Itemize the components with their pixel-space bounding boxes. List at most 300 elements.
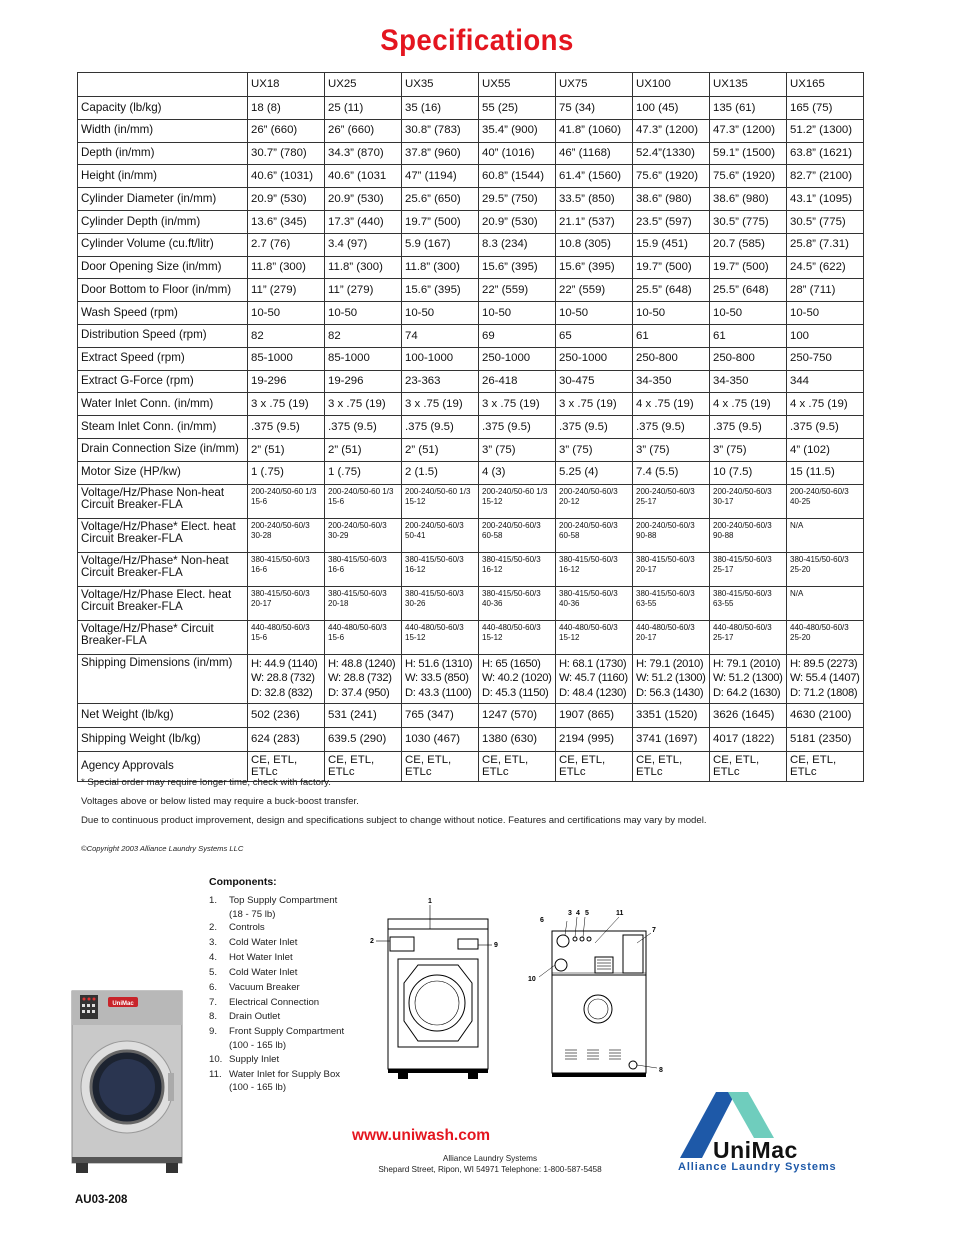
cell-line: W: 33.5 (850) — [405, 672, 469, 685]
cell-line: 63-55 — [713, 599, 734, 609]
table-row — [78, 484, 864, 518]
table-cell: 3 x .75 (19) — [248, 393, 325, 416]
callout-3: 3 — [568, 910, 572, 917]
table-cell: 5.25 (4) — [556, 461, 633, 484]
row-label: Cylinder Diameter (in/mm) — [78, 188, 248, 211]
table-cell: 30-475 — [556, 370, 633, 393]
table-cell: 11” (279) — [248, 279, 325, 302]
table-cell: 135 (61) — [710, 97, 787, 120]
cell-line: 380-415/50-60/3 — [713, 554, 772, 564]
cell-line: 440-480/50-60/3 — [328, 622, 387, 632]
table-cell: .375 (9.5) — [479, 416, 556, 439]
table-cell — [556, 484, 633, 518]
company-address — [300, 1153, 680, 1176]
cell-line: 380-415/50-60/3 — [328, 588, 387, 598]
table-row — [78, 233, 864, 256]
copyright: ©Copyright 2003 Alliance Laundry Systems LLC — [81, 844, 244, 853]
component-number: 1. — [209, 895, 218, 906]
table-cell: 4 x .75 (19) — [710, 393, 787, 416]
table-cell: 33.5” (850) — [556, 188, 633, 211]
header-corner — [78, 73, 248, 97]
components-list — [209, 894, 344, 1095]
table-cell: 21.1” (537) — [556, 210, 633, 233]
table-cell: 52.4”(1330) — [633, 142, 710, 165]
table-cell: 15 (11.5) — [787, 461, 864, 484]
table-cell: 100 — [787, 324, 864, 347]
table-cell: 250-1000 — [479, 347, 556, 370]
table-cell: 29.5” (750) — [479, 188, 556, 211]
table-cell: 75.6” (1920) — [710, 165, 787, 188]
table-cell — [633, 484, 710, 518]
table-cell: 82.7” (2100) — [787, 165, 864, 188]
table-cell: 69 — [479, 324, 556, 347]
cell-line: 380-415/50-60/3 — [790, 554, 849, 564]
table-cell: 3741 (1697) — [633, 727, 710, 751]
cell-line: 200-240/50-60/3 — [559, 486, 618, 496]
cell-line: D: 56.3 (1430) — [636, 686, 704, 699]
cell-line: 15-12 — [482, 633, 503, 643]
table-cell — [787, 586, 864, 620]
table-cell: 38.6” (980) — [710, 188, 787, 211]
table-cell: 2” (51) — [402, 438, 479, 461]
cell-line: 380-415/50-60/3 — [251, 588, 310, 598]
table-cell: 22” (559) — [556, 279, 633, 302]
cell-line: 40-25 — [790, 497, 811, 507]
table-cell: 4 x .75 (19) — [787, 393, 864, 416]
cell-line: 440-480/50-60/3 — [636, 622, 695, 632]
component-number: 10. — [209, 1053, 223, 1065]
table-cell — [787, 552, 864, 586]
cell-line: 30-17 — [713, 497, 734, 507]
document-id: AU03-208 — [75, 1194, 128, 1206]
cell-line: 200-240/50-60/3 — [251, 520, 310, 530]
row-label: Steam Inlet Conn. (in/mm) — [78, 416, 248, 439]
cell-line: D: 71.2 (1808) — [790, 686, 858, 699]
table-cell: 37.8” (960) — [402, 142, 479, 165]
table-cell: 10-50 — [325, 302, 402, 325]
front-view-diagram — [368, 895, 508, 1090]
table-cell: 10-50 — [633, 302, 710, 325]
cell-line: 16-6 — [251, 565, 268, 575]
address-street-phone: Shepard Street, Ripon, WI 54971 Telephone: 1-800-587-5458 — [378, 1165, 602, 1175]
component-sublabel: (100 - 165 lb) — [229, 1040, 287, 1052]
table-row — [78, 142, 864, 165]
table-cell: 1907 (865) — [556, 703, 633, 727]
table-cell: 19.7” (500) — [633, 256, 710, 279]
table-cell: 3 x .75 (19) — [556, 393, 633, 416]
table-row — [78, 119, 864, 142]
table-cell — [479, 620, 556, 654]
table-cell: 10-50 — [787, 302, 864, 325]
table-cell: .375 (9.5) — [402, 416, 479, 439]
cell-line: 440-480/50-60/3 — [251, 622, 310, 632]
table-cell: 25 (11) — [325, 97, 402, 120]
table-cell: 2 (1.5) — [402, 461, 479, 484]
table-cell: 40.6” (1031) — [248, 165, 325, 188]
table-cell: 3” (75) — [710, 438, 787, 461]
table-cell — [402, 484, 479, 518]
component-label: Vacuum Breaker — [229, 981, 300, 993]
component-number: 6. — [209, 981, 218, 993]
row-label: Depth (in/mm) — [78, 142, 248, 165]
table-cell: 55 (25) — [479, 97, 556, 120]
table-cell: 43.1” (1095) — [787, 188, 864, 211]
cell-line: H: 79.1 (2010) — [636, 657, 704, 670]
callout-10: 10 — [528, 976, 536, 983]
table-cell: 250-800 — [633, 347, 710, 370]
table-cell: CE, ETL, ETLc — [325, 751, 402, 781]
cell-line: H: 79.1 (2010) — [713, 657, 781, 670]
component-item — [209, 1025, 344, 1052]
table-cell — [325, 552, 402, 586]
cell-line: 15-6 — [328, 497, 345, 507]
callout-6: 6 — [540, 917, 544, 924]
table-cell: 82 — [325, 324, 402, 347]
table-cell — [787, 518, 864, 552]
cell-line: 200-240/50-60/3 — [636, 520, 695, 530]
table-cell: 4” (102) — [787, 438, 864, 461]
cell-line: 380-415/50-60/3 — [251, 554, 310, 564]
table-row — [78, 188, 864, 211]
table-cell: 3 x .75 (19) — [402, 393, 479, 416]
table-cell: 3” (75) — [556, 438, 633, 461]
cell-line: 15-12 — [559, 633, 580, 643]
table-cell — [710, 518, 787, 552]
table-row — [78, 586, 864, 620]
cell-line: 16-6 — [328, 565, 345, 575]
table-row — [78, 347, 864, 370]
table-cell — [710, 484, 787, 518]
cell-line: W: 51.2 (1300) — [713, 672, 783, 685]
website-link[interactable]: www.uniwash.com — [352, 1127, 491, 1144]
table-cell: 19-296 — [325, 370, 402, 393]
callout-9: 9 — [494, 942, 498, 949]
table-cell: 3 x .75 (19) — [325, 393, 402, 416]
cell-line: W: 45.7 (1160) — [559, 672, 628, 685]
cell-line: D: 48.4 (1230) — [559, 686, 627, 699]
table-cell — [248, 552, 325, 586]
table-cell: .375 (9.5) — [556, 416, 633, 439]
table-cell: .375 (9.5) — [710, 416, 787, 439]
table-cell — [787, 620, 864, 654]
cell-line: 25-17 — [713, 633, 734, 643]
component-item — [209, 921, 344, 936]
cell-line: 380-415/50-60/3 — [559, 554, 618, 564]
callout-8: 8 — [659, 1067, 663, 1074]
callout-2: 2 — [370, 938, 374, 945]
row-label: Motor Size (HP/kw) — [78, 461, 248, 484]
washer-photo — [70, 985, 185, 1173]
table-cell: 3351 (1520) — [633, 703, 710, 727]
table-cell — [479, 586, 556, 620]
cell-line: 40-36 — [559, 599, 580, 609]
callout-11: 11 — [616, 910, 624, 917]
cell-line: H: 48.8 (1240) — [328, 657, 396, 670]
photo-brand-badge: UniMac — [112, 1001, 134, 1007]
table-cell: .375 (9.5) — [633, 416, 710, 439]
table-cell: 3” (75) — [479, 438, 556, 461]
table-cell: 26” (660) — [248, 119, 325, 142]
table-cell — [556, 552, 633, 586]
row-label: Shipping Weight (lb/kg) — [78, 727, 248, 751]
table-cell — [556, 586, 633, 620]
callout-1: 1 — [428, 898, 432, 905]
row-label: Agency Approvals — [78, 751, 248, 781]
cell-line: 15-12 — [405, 633, 426, 643]
cell-line: 30-26 — [405, 599, 426, 609]
cell-line: W: 40.2 (1020) — [482, 672, 552, 685]
table-cell: 85-1000 — [325, 347, 402, 370]
table-cell: 19-296 — [248, 370, 325, 393]
table-cell: 15.6” (395) — [556, 256, 633, 279]
cell-line: 380-415/50-60/3 — [328, 554, 387, 564]
table-row — [78, 210, 864, 233]
cell-line: 200-240/50-60 1/3 — [328, 486, 394, 496]
cell-line: 200-240/50-60/3 — [713, 520, 772, 530]
table-cell — [633, 518, 710, 552]
table-cell: 7.4 (5.5) — [633, 461, 710, 484]
component-number: 3. — [209, 937, 218, 949]
page-title: Specifications — [380, 24, 574, 57]
table-cell — [633, 552, 710, 586]
component-item — [209, 1068, 344, 1095]
table-cell: 85-1000 — [248, 347, 325, 370]
cell-line: 16-12 — [405, 565, 426, 575]
table-cell: 100-1000 — [402, 347, 479, 370]
table-row — [78, 518, 864, 552]
cell-line: 25-17 — [713, 565, 734, 575]
table-cell: 765 (347) — [402, 703, 479, 727]
table-cell: 10-50 — [402, 302, 479, 325]
table-cell — [479, 484, 556, 518]
table-cell: 10-50 — [556, 302, 633, 325]
table-cell — [710, 552, 787, 586]
table-cell — [479, 654, 556, 703]
table-cell: 20.9” (530) — [479, 210, 556, 233]
table-cell: 46” (1168) — [556, 142, 633, 165]
cell-line: 15-6 — [328, 633, 345, 643]
cell-line: 380-415/50-60/3 — [482, 554, 541, 564]
table-cell — [325, 484, 402, 518]
table-cell: 4017 (1822) — [710, 727, 787, 751]
component-number: 7. — [209, 996, 218, 1008]
table-cell — [633, 654, 710, 703]
components-title: Components: — [209, 876, 277, 888]
cell-line: 380-415/50-60/3 — [405, 588, 464, 598]
table-cell: 502 (236) — [248, 703, 325, 727]
cell-line: 20-12 — [559, 497, 580, 507]
component-number: 5. — [209, 966, 218, 978]
specifications-table — [77, 72, 864, 782]
table-cell: 38.6” (980) — [633, 188, 710, 211]
component-item — [209, 894, 344, 921]
cell-line: 20-17 — [251, 599, 272, 609]
table-cell: 11.8” (300) — [325, 256, 402, 279]
table-cell: 41.8” (1060) — [556, 119, 633, 142]
callout-7: 7 — [652, 927, 656, 934]
cell-line: D: 37.4 (950) — [328, 686, 390, 699]
header-model: UX18 — [248, 73, 325, 97]
table-cell: 20.7 (585) — [710, 233, 787, 256]
table-cell: 25.5” (648) — [710, 279, 787, 302]
cell-line: 50-41 — [405, 531, 426, 541]
cell-line: 440-480/50-60/3 — [405, 622, 464, 632]
table-cell — [710, 586, 787, 620]
row-label: Cylinder Depth (in/mm) — [78, 210, 248, 233]
table-cell: 3” (75) — [633, 438, 710, 461]
table-cell: 22” (559) — [479, 279, 556, 302]
header-model: UX100 — [633, 73, 710, 97]
cell-line: 15-6 — [251, 497, 268, 507]
table-cell: 624 (283) — [248, 727, 325, 751]
table-cell: 40” (1016) — [479, 142, 556, 165]
callout-4: 4 — [576, 910, 580, 917]
row-label: Voltage/Hz/Phase* Non-heat Circuit Breaker-FLA — [78, 552, 248, 586]
table-cell: .375 (9.5) — [248, 416, 325, 439]
component-number: 11. — [209, 1068, 222, 1080]
table-cell: 3626 (1645) — [710, 703, 787, 727]
row-label: Extract G-Force (rpm) — [78, 370, 248, 393]
table-cell: 30.8” (783) — [402, 119, 479, 142]
table-cell: 4630 (2100) — [787, 703, 864, 727]
table-cell: 40.6” (1031 — [325, 165, 402, 188]
row-label: Capacity (lb/kg) — [78, 97, 248, 120]
table-cell: 11.8” (300) — [402, 256, 479, 279]
table-row — [78, 620, 864, 654]
cell-line: D: 45.3 (1150) — [482, 686, 549, 699]
row-label: Voltage/Hz/Phase* Circuit Breaker-FLA — [78, 620, 248, 654]
table-cell: 10-50 — [479, 302, 556, 325]
table-row — [78, 302, 864, 325]
cell-line: 15-12 — [482, 497, 503, 507]
table-cell — [479, 552, 556, 586]
cell-line: 200-240/50-60 1/3 — [405, 486, 471, 496]
footnote-special-order: * Special order may require longer time, check with factory. — [81, 777, 331, 788]
table-cell: 61.4” (1560) — [556, 165, 633, 188]
row-label: Voltage/Hz/Phase Elect. heat Circuit Breaker-FLA — [78, 586, 248, 620]
footnote-disclaimer: Due to continuous product improvement, design and specifications subject to change without notice. Features and certifications may vary by model. — [81, 815, 707, 826]
component-label: Hot Water Inlet — [229, 952, 293, 964]
table-cell: 28” (711) — [787, 279, 864, 302]
table-cell: 4 (3) — [479, 461, 556, 484]
component-sublabel: (100 - 165 lb) — [229, 1082, 287, 1094]
table-cell: CE, ETL, ETLc — [710, 751, 787, 781]
table-cell: 65 — [556, 324, 633, 347]
table-row — [78, 552, 864, 586]
table-cell: 2194 (995) — [556, 727, 633, 751]
table-cell: 5.9 (167) — [402, 233, 479, 256]
row-label: Height (in/mm) — [78, 165, 248, 188]
rear-view-diagram — [525, 905, 670, 1085]
table-cell: 60.8” (1544) — [479, 165, 556, 188]
table-row — [78, 461, 864, 484]
table-row — [78, 324, 864, 347]
component-item — [209, 936, 344, 951]
component-number: 9. — [209, 1026, 218, 1038]
table-cell: 20.9” (530) — [325, 188, 402, 211]
table-cell: 10.8 (305) — [556, 233, 633, 256]
component-number: 4. — [209, 952, 218, 964]
cell-line: W: 51.2 (1300) — [636, 672, 706, 685]
table-cell: 19.7” (500) — [402, 210, 479, 233]
cell-line: 200-240/50-60/3 — [405, 520, 464, 530]
table-cell: 25.5” (648) — [633, 279, 710, 302]
table-cell: 74 — [402, 324, 479, 347]
table-cell: 250-800 — [710, 347, 787, 370]
row-label: Wash Speed (rpm) — [78, 302, 248, 325]
table-cell: 25.6” (650) — [402, 188, 479, 211]
row-label: Drain Connection Size (in/mm) — [78, 438, 248, 461]
table-cell — [556, 518, 633, 552]
table-cell — [325, 586, 402, 620]
table-cell: CE, ETL, ETLc — [633, 751, 710, 781]
table-cell: 2” (51) — [325, 438, 402, 461]
table-cell: 75.6” (1920) — [633, 165, 710, 188]
cell-line: 90-88 — [713, 531, 734, 541]
table-cell: 47” (1194) — [402, 165, 479, 188]
table-cell: .375 (9.5) — [325, 416, 402, 439]
cell-line: 200-240/50-60/3 — [559, 520, 618, 530]
table-cell: CE, ETL, ETLc — [787, 751, 864, 781]
cell-line: 63-55 — [636, 599, 657, 609]
table-cell — [402, 518, 479, 552]
table-cell: 10-50 — [710, 302, 787, 325]
table-row — [78, 416, 864, 439]
cell-line: 440-480/50-60/3 — [482, 622, 541, 632]
table-cell: 30.5” (775) — [710, 210, 787, 233]
cell-line: 200-240/50-60 1/3 — [251, 486, 317, 496]
table-cell: 18 (8) — [248, 97, 325, 120]
table-cell: 47.3” (1200) — [710, 119, 787, 142]
cell-line: 25-20 — [790, 565, 811, 575]
cell-line: 380-415/50-60/3 — [713, 588, 772, 598]
cell-line: 440-480/50-60/3 — [790, 622, 849, 632]
header-model: UX135 — [710, 73, 787, 97]
table-cell — [248, 484, 325, 518]
table-cell — [633, 620, 710, 654]
cell-line: 380-415/50-60/3 — [636, 554, 695, 564]
component-item — [209, 966, 344, 981]
row-label: Extract Speed (rpm) — [78, 347, 248, 370]
table-cell: 26” (660) — [325, 119, 402, 142]
table-cell: 75 (34) — [556, 97, 633, 120]
row-label: Voltage/Hz/Phase* Elect. heat Circuit Breaker-FLA — [78, 518, 248, 552]
component-label: Cold Water Inlet — [229, 937, 298, 949]
cell-line: 380-415/50-60/3 — [636, 588, 695, 598]
table-cell: 47.3” (1200) — [633, 119, 710, 142]
table-cell: 17.3” (440) — [325, 210, 402, 233]
component-item — [209, 1010, 344, 1025]
table-cell: .375 (9.5) — [787, 416, 864, 439]
cell-line: 60-58 — [559, 531, 580, 541]
component-sublabel: (18 - 75 lb) — [229, 908, 276, 920]
table-cell — [633, 586, 710, 620]
cell-line: 380-415/50-60/3 — [405, 554, 464, 564]
cell-line: D: 43.3 (1100) — [405, 686, 472, 699]
table-cell — [325, 620, 402, 654]
component-label: Drain Outlet — [229, 1011, 281, 1023]
cell-line: 90-88 — [636, 531, 657, 541]
table-cell: 165 (75) — [787, 97, 864, 120]
table-cell: 26-418 — [479, 370, 556, 393]
table-cell: 34-350 — [710, 370, 787, 393]
table-cell — [248, 518, 325, 552]
table-cell: 639.5 (290) — [325, 727, 402, 751]
component-label: Controls — [229, 922, 265, 934]
cell-line: 200-240/50-60/3 — [482, 520, 541, 530]
table-row — [78, 703, 864, 727]
row-label: Cylinder Volume (cu.ft/litr) — [78, 233, 248, 256]
